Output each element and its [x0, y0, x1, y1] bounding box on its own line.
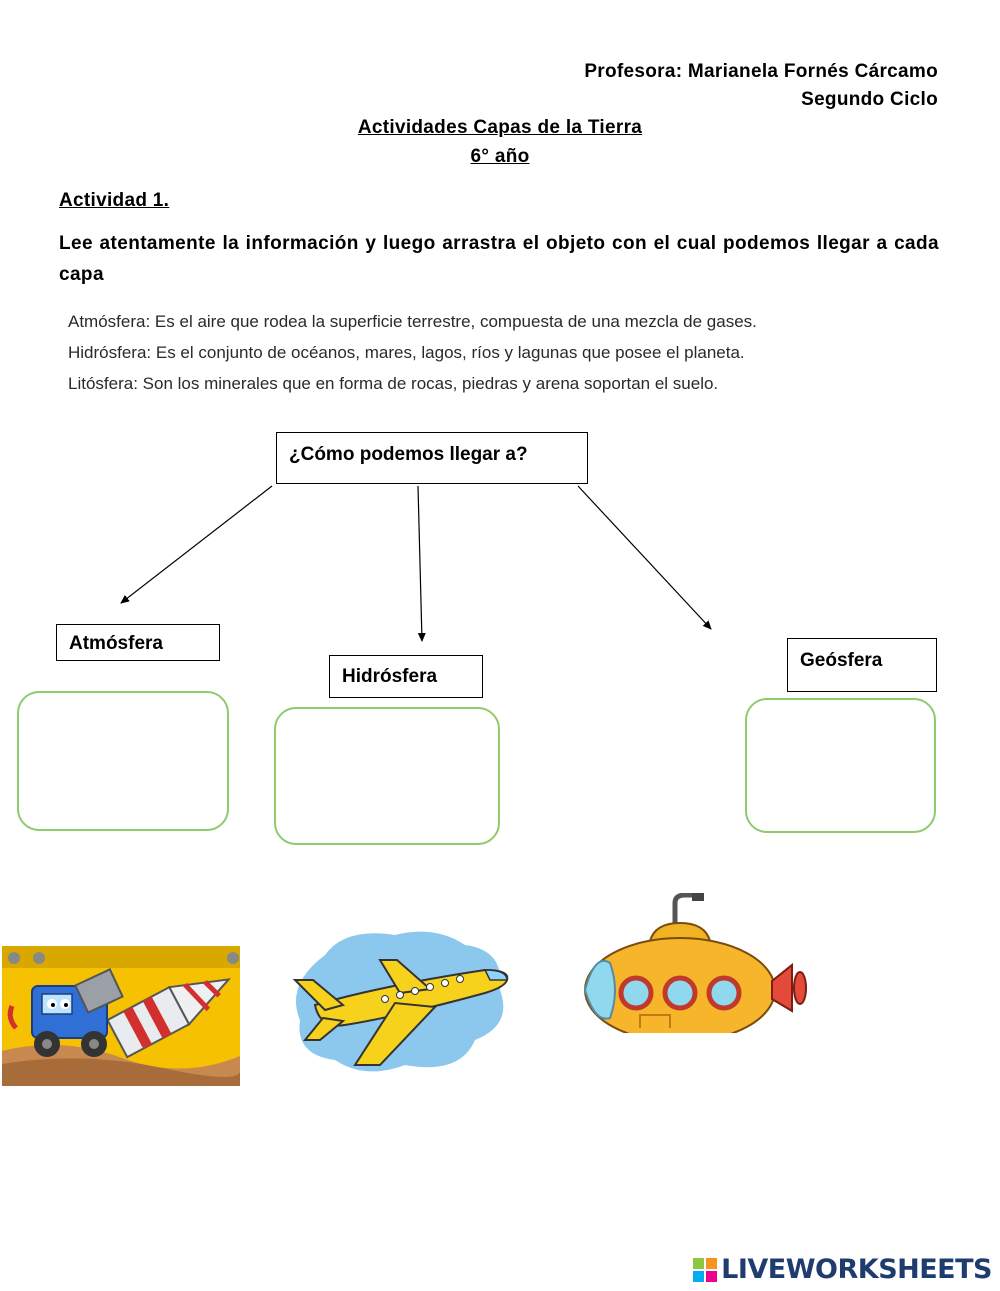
- label-hydrosphere: [329, 655, 483, 698]
- drop-zone-hydrosphere[interactable]: [274, 707, 500, 845]
- school-cycle: Segundo Ciclo: [801, 89, 938, 110]
- arrow-to-geosphere: [578, 486, 711, 629]
- activity-label: Actividad 1.: [59, 190, 170, 211]
- activity-instruction: Lee atentamente la información y luego arrastra el objeto con el cual podemos llegar a cada capa: [59, 233, 939, 285]
- submarine-icon: [580, 893, 812, 1033]
- drill-truck-icon: [2, 946, 240, 1086]
- airplane-icon: [285, 925, 515, 1080]
- label-atmosphere: [56, 624, 220, 661]
- worksheet-title: Actividades Capas de la Tierra: [357, 117, 643, 138]
- label-geosphere-text: Geósfera: [800, 650, 883, 671]
- question-text: ¿Cómo podemos llegar a?: [289, 444, 528, 465]
- teacher-name: Profesora: Marianela Fornés Cárcamo: [584, 61, 938, 82]
- definition-text: Es el aire que rodea la superficie terrestre, compuesta de una mezcla de gases.: [150, 312, 757, 331]
- label-atmosphere-text: Atmósfera: [69, 633, 163, 654]
- liveworksheets-icon: [693, 1258, 717, 1282]
- definition-term: Hidrósfera:: [68, 343, 152, 362]
- submarine-image[interactable]: [580, 893, 812, 1033]
- definition-term: Atmósfera:: [68, 312, 151, 331]
- drop-zone-geosphere[interactable]: [745, 698, 936, 833]
- drop-zone-atmosphere[interactable]: [17, 691, 229, 831]
- liveworksheets-logo: [693, 1254, 992, 1285]
- label-geosphere: [787, 638, 937, 692]
- definition-text: Son los minerales que en forma de rocas, piedras y arena soportan el suelo.: [137, 374, 719, 393]
- drill-truck-image[interactable]: [2, 946, 240, 1086]
- airplane-image[interactable]: [285, 925, 515, 1080]
- label-hydrosphere-text: Hidrósfera: [342, 666, 438, 687]
- definition-text: Es el conjunto de océanos, mares, lagos, ríos y lagunas que posee el planeta.: [151, 343, 745, 362]
- question-box: [276, 432, 588, 484]
- arrow-to-hydrosphere: [418, 486, 422, 641]
- logo-text: LIVEWORKSHEETS: [721, 1254, 992, 1285]
- definition-term: Litósfera:: [68, 374, 138, 393]
- grade-label: 6° año: [470, 146, 530, 167]
- arrow-to-atmosphere: [121, 486, 272, 603]
